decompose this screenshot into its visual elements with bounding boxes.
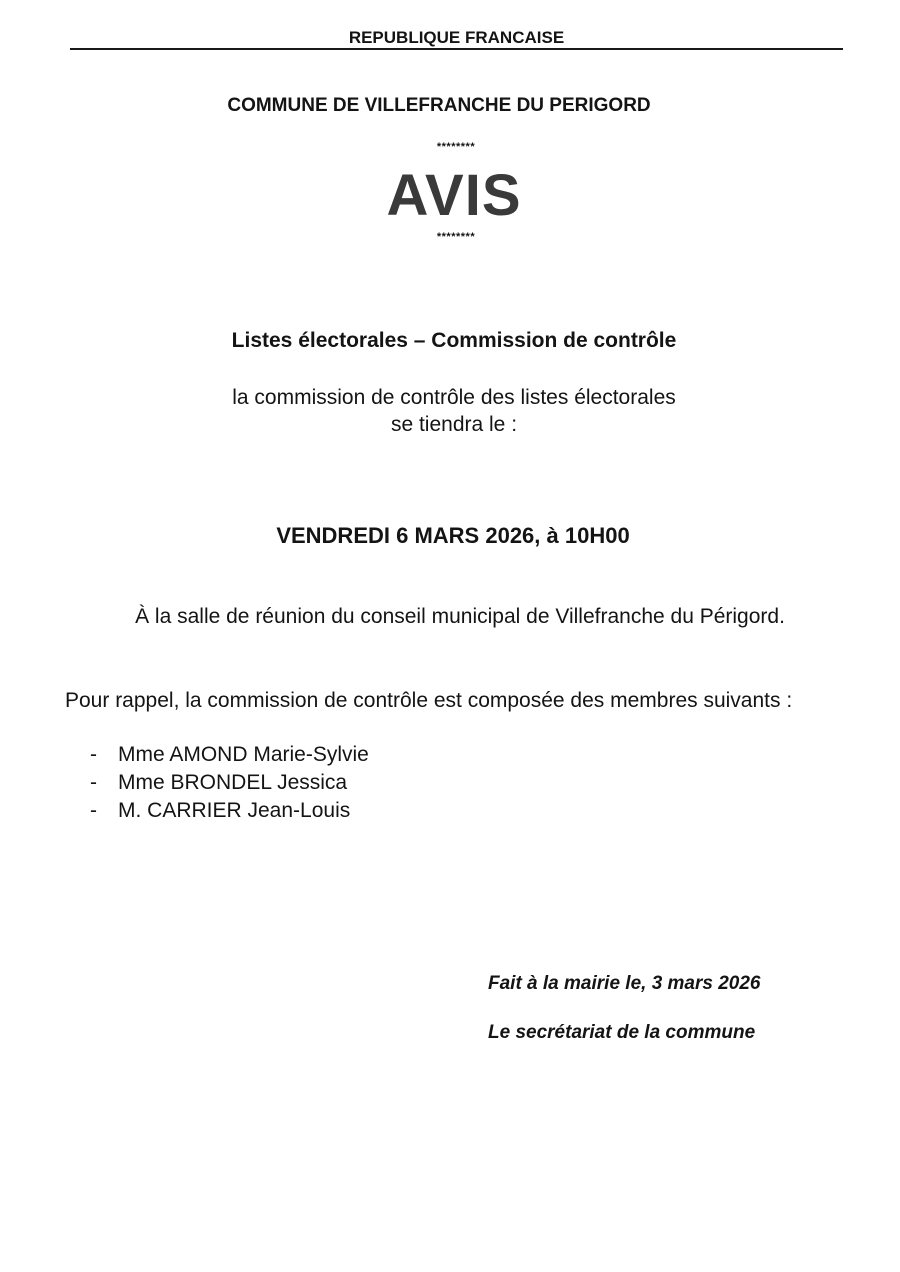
member-name: Mme AMOND Marie-Sylvie [118, 743, 369, 766]
intro-line-1: la commission de contrôle des listes électorales [232, 386, 676, 409]
members-list [90, 741, 369, 825]
list-dash: - [90, 771, 97, 794]
intro-text [0, 384, 900, 438]
signature-author: Le secrétariat de la commune [488, 1022, 756, 1043]
commune-name: COMMUNE DE VILLEFRANCHE DU PERIGORD [227, 95, 651, 116]
member-name: M. CARRIER Jean-Louis [118, 799, 351, 822]
list-item [90, 797, 369, 825]
list-dash: - [90, 799, 97, 822]
member-name: Mme BRONDEL Jessica [118, 771, 348, 794]
separator-stars-top: ******** [436, 141, 476, 153]
list-item [90, 741, 369, 769]
intro-line-2: se tiendra le : [390, 413, 518, 436]
header-divider [70, 48, 843, 50]
notice-subject: Listes électorales – Commission de contrôle [231, 329, 677, 352]
reminder-text: Pour rappel, la commission de contrôle est composée des membres suivants : [65, 689, 793, 712]
meeting-date: VENDREDI 6 MARS 2026, à 10H00 [276, 523, 630, 548]
separator-stars-bottom: ******** [436, 231, 476, 243]
list-dash: - [90, 743, 97, 766]
notice-title: AVIS [386, 163, 522, 228]
list-item [90, 769, 369, 797]
republic-header: REPUBLIQUE FRANCAISE [348, 28, 565, 47]
meeting-location: À la salle de réunion du conseil municipal de Villefranche du Périgord. [135, 605, 785, 628]
signature-place-date: Fait à la mairie le, 3 mars 2026 [488, 973, 761, 994]
